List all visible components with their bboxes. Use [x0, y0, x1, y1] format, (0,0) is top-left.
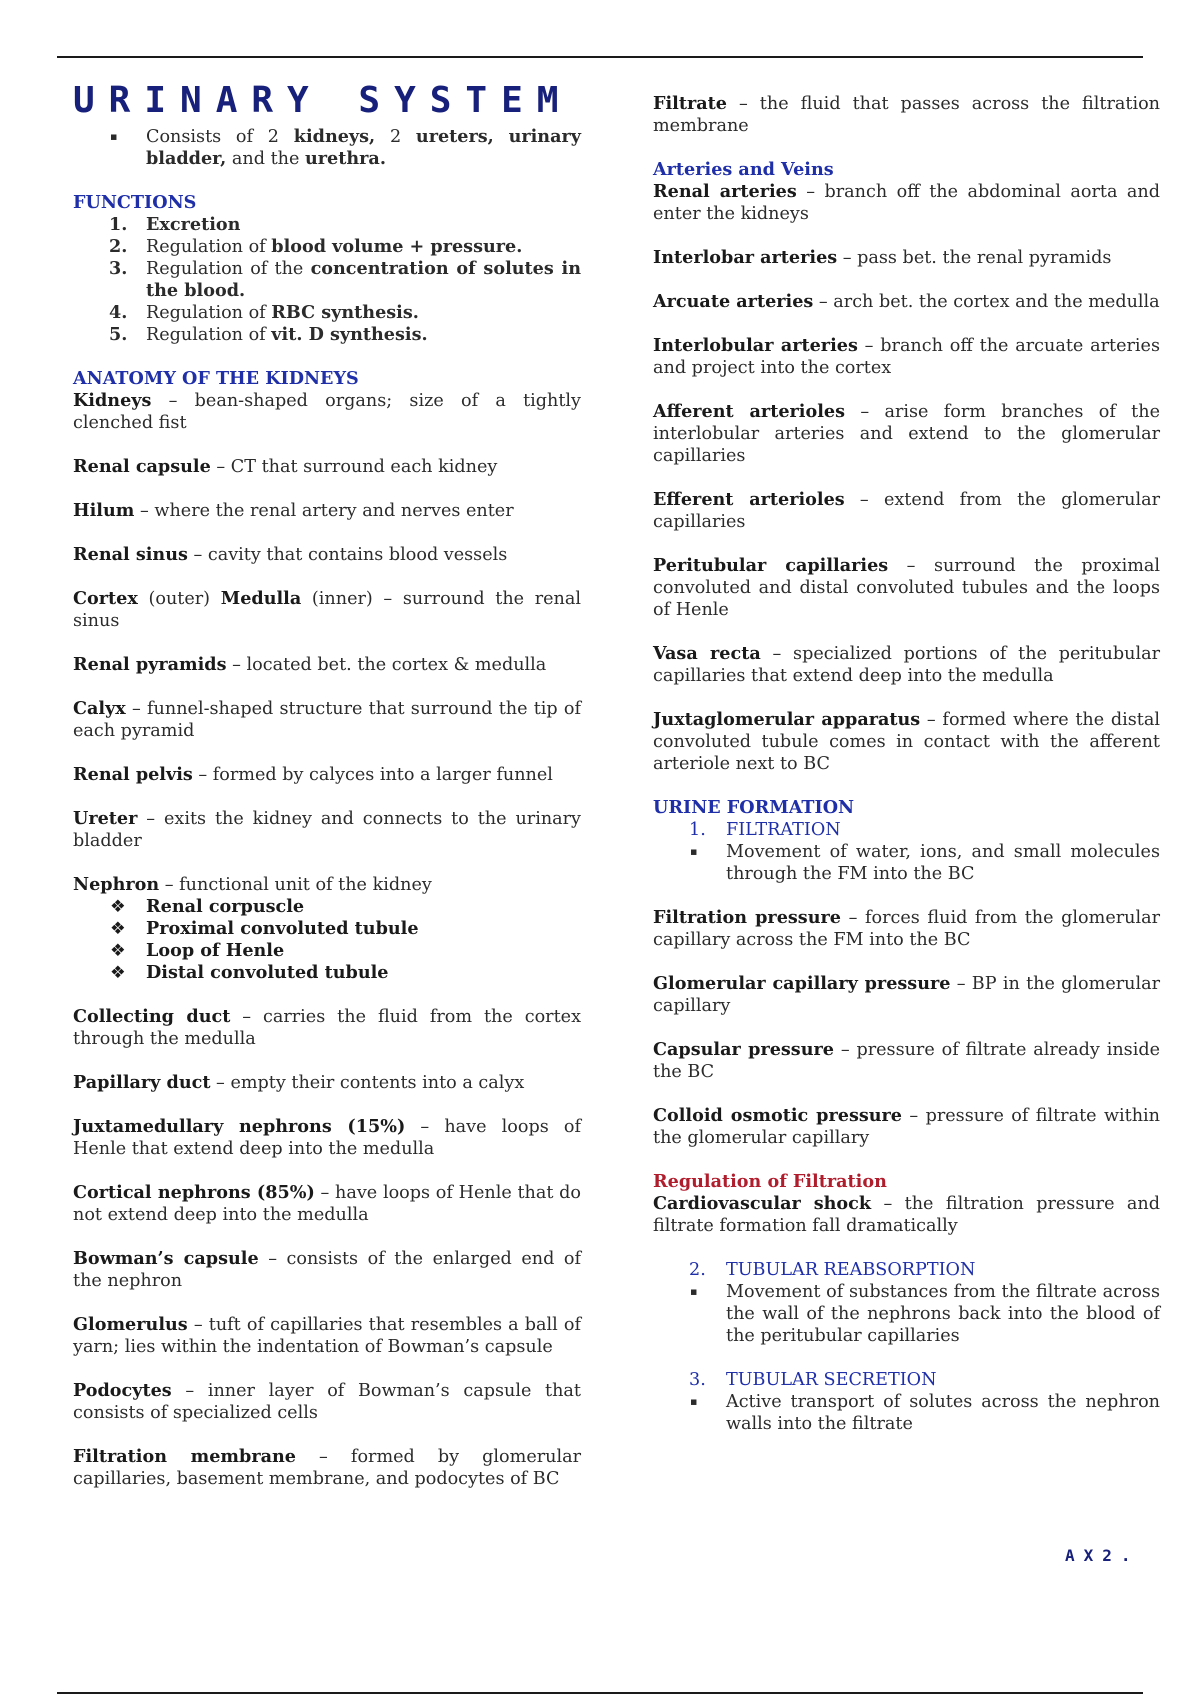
- filtration-subheading: 1. FILTRATION: [689, 820, 841, 840]
- footer-mark: AX2.: [1065, 1546, 1140, 1565]
- definition-kidneys: Kidneys – bean-shaped organs; size of a tightly clenched fist: [73, 390, 581, 433]
- reabsorption-subheading: 2. TUBULAR REABSORPTION: [689, 1260, 976, 1280]
- definition-capsular-pressure: Capsular pressure – pressure of filtrate already inside the BC: [653, 1039, 1160, 1082]
- secretion-subheading: 3. TUBULAR SECRETION: [689, 1370, 937, 1390]
- definition-papillary-duct: Papillary duct – empty their contents into a calyx: [73, 1072, 525, 1093]
- list-item: ❖ Distal convoluted tubule: [110, 962, 389, 983]
- definition-podocytes: Podocytes – inner layer of Bowman’s capsule that consists of specialized cells: [73, 1380, 581, 1423]
- list-item: ❖ Renal corpuscle: [110, 896, 305, 917]
- definition-interlobar-arteries: Interlobar arteries – pass bet. the renal pyramids: [653, 247, 1112, 268]
- regulation-heading: Regulation of Filtration: [653, 1171, 887, 1192]
- functions-heading: FUNCTIONS: [73, 192, 197, 213]
- definition-renal-arteries: Renal arteries – branch off the abdominal aorta and enter the kidneys: [653, 181, 1160, 224]
- definition-renal-sinus: Renal sinus – cavity that contains blood vessels: [73, 544, 508, 565]
- definition-ureter: Ureter – exits the kidney and connects to the urinary bladder: [73, 808, 581, 851]
- definition-efferent-arterioles: Efferent arterioles – extend from the glomerular capillaries: [653, 489, 1160, 532]
- definition-cortex-medulla: Cortex (outer) Medulla (inner) – surround the renal sinus: [73, 588, 581, 631]
- definition-hilum: Hilum – where the renal artery and nerves enter: [73, 500, 514, 521]
- definition-filtration-membrane: Filtration membrane – formed by glomerular capillaries, basement membrane, and podocytes of BC: [73, 1446, 581, 1489]
- definition-cortical-nephrons: Cortical nephrons (85%) – have loops of Henle that do not extend deep into the medulla: [73, 1182, 582, 1225]
- bottom-rule: [57, 1692, 1143, 1694]
- reabsorption-bullet: ▪ Movement of substances from the filtrate across the wall of the nephrons back into the blood of the peritubular capillaries: [690, 1282, 1160, 1346]
- diamond-bullet-icon: ❖: [110, 897, 126, 917]
- definition-cardiovascular-shock: Cardiovascular shock – the filtration pressure and filtrate formation fall dramatically: [653, 1193, 1160, 1236]
- secretion-bullet: ▪ Active transport of solutes across the nephron walls into the filtrate: [690, 1392, 1160, 1434]
- functions-list: [73, 214, 581, 346]
- definition-arcuate-arteries: Arcuate arteries – arch bet. the cortex and the medulla: [653, 291, 1160, 312]
- page-title: URINARY SYSTEM: [73, 80, 573, 121]
- diamond-bullet-icon: ❖: [110, 941, 126, 961]
- definition-glomerular-capillary-pressure: Glomerular capillary pressure – BP in the glomerular capillary: [653, 973, 1160, 1016]
- definition-juxtaglomerular: Juxtaglomerular apparatus – formed where the distal convoluted tubule comes in contact with the afferent arteriole next to BC: [653, 709, 1160, 774]
- definition-filtration-pressure: Filtration pressure – forces fluid from the glomerular capillary across the FM into the BC: [653, 907, 1160, 950]
- definition-interlobular-arteries: Interlobular arteries – branch off the arcuate arteries and project into the cortex: [653, 335, 1160, 378]
- square-bullet-icon: ▪: [690, 1285, 698, 1298]
- list-item: 4. Regulation of RBC synthesis.: [109, 302, 419, 323]
- diamond-bullet-icon: ❖: [110, 919, 126, 939]
- definition-juxtamedullary: Juxtamedullary nephrons (15%) – have loops of Henle that extend deep into the medulla: [73, 1116, 581, 1159]
- definition-collecting-duct: Collecting duct – carries the fluid from the cortex through the medulla: [73, 1006, 581, 1049]
- definition-renal-capsule: Renal capsule – CT that surround each kidney: [73, 456, 498, 477]
- right-column: [653, 93, 1160, 1435]
- list-item: ❖ Loop of Henle: [110, 940, 285, 961]
- urine-formation-heading: URINE FORMATION: [653, 797, 855, 818]
- definition-glomerulus: Glomerulus – tuft of capillaries that resembles a ball of yarn; lies within the indentation of Bowman’s capsule: [73, 1314, 581, 1357]
- definition-afferent-arterioles: Afferent arterioles – arise form branches of the interlobular arteries and extend to the glomerular capillaries: [653, 401, 1160, 466]
- list-item: ❖ Proximal convoluted tubule: [110, 918, 419, 939]
- definition-filtrate: Filtrate – the fluid that passes across the filtration membrane: [653, 93, 1160, 136]
- intro-bullet: ▪ Consists of 2 kidneys, 2 ureters, urinary bladder, and the urethra.: [110, 126, 581, 169]
- definition-nephron: Nephron – functional unit of the kidney: [73, 874, 432, 895]
- definition-renal-pelvis: Renal pelvis – formed by calyces into a larger funnel: [73, 764, 553, 785]
- top-rule: [57, 56, 1143, 58]
- definition-vasa-recta: Vasa recta – specialized portions of the peritubular capillaries that extend deep into the medulla: [653, 643, 1160, 686]
- nephron-parts-list: [73, 896, 581, 984]
- filtration-bullet: ▪ Movement of water, ions, and small molecules through the FM into the BC: [690, 842, 1160, 884]
- arteries-heading: Arteries and Veins: [653, 159, 834, 180]
- list-item: 2. Regulation of blood volume + pressure.: [109, 236, 523, 257]
- square-bullet-icon: ▪: [690, 845, 698, 858]
- definition-colloid-osmotic-pressure: Colloid osmotic pressure – pressure of filtrate within the glomerular capillary: [653, 1105, 1160, 1148]
- diamond-bullet-icon: ❖: [110, 963, 126, 983]
- definition-peritubular-capillaries: Peritubular capillaries – surround the proximal convoluted and distal convoluted tubules and the loops of Henle: [653, 555, 1161, 620]
- square-bullet-icon: ▪: [110, 130, 118, 143]
- definition-bowmans-capsule: Bowman’s capsule – consists of the enlarged end of the nephron: [73, 1248, 581, 1291]
- anatomy-heading: ANATOMY OF THE KIDNEYS: [73, 368, 359, 389]
- list-item: 5. Regulation of vit. D synthesis.: [109, 324, 428, 345]
- definition-calyx: Calyx – funnel-shaped structure that surround the tip of each pyramid: [73, 698, 581, 741]
- left-column: [73, 70, 581, 1490]
- list-item: 1. Excretion: [109, 214, 241, 235]
- list-item: 3. Regulation of the concentration of solutes in the blood.: [109, 258, 581, 301]
- definition-renal-pyramids: Renal pyramids – located bet. the cortex & medulla: [73, 654, 547, 675]
- square-bullet-icon: ▪: [690, 1395, 698, 1408]
